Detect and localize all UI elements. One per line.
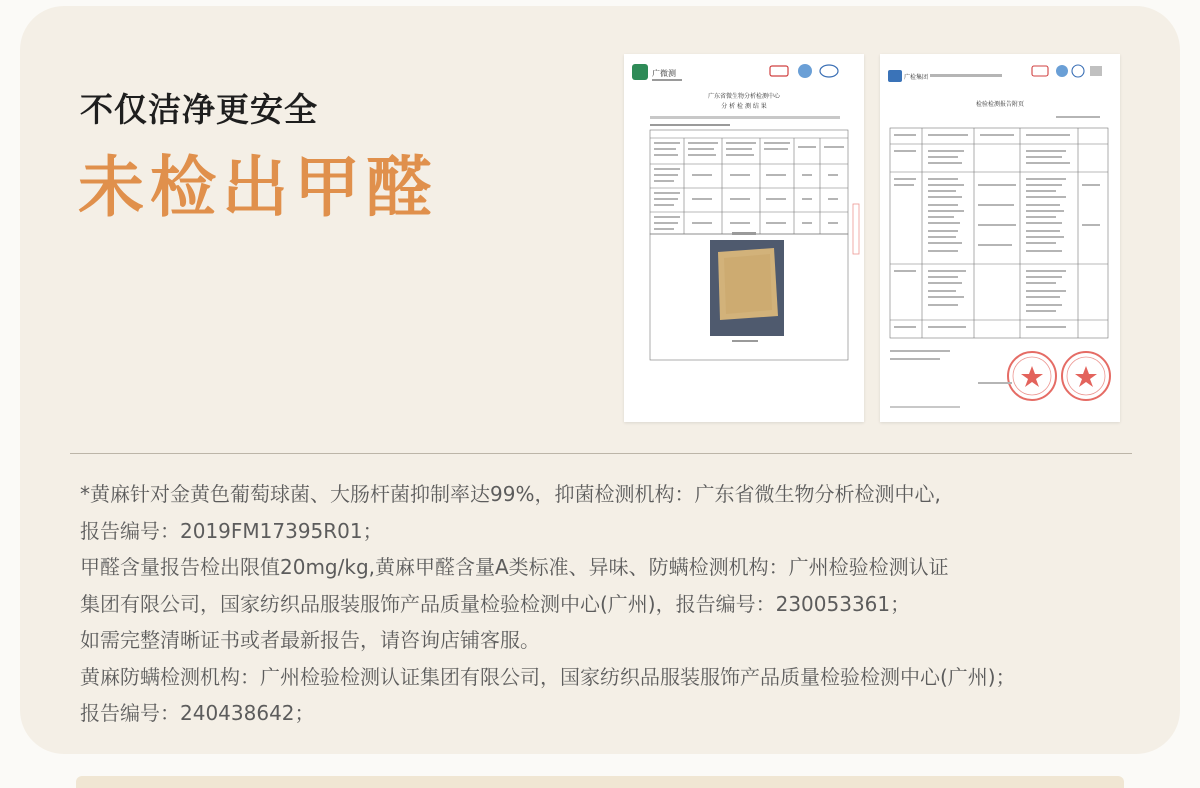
gtg-logo-icon — [888, 70, 902, 82]
doc1-subtitle: 分 析 检 测 结 果 — [721, 103, 767, 110]
ilac-seal-icon — [1056, 65, 1068, 77]
note-line: 报告编号：240438642； — [80, 701, 315, 725]
certification-notes — [80, 476, 1176, 732]
note-line: *黄麻针对金黄色葡萄球菌、大肠杆菌抑制率达99%，抑菌检测机构：广东省微生物分析检测中心, — [80, 482, 941, 506]
note-line: 黄麻防螨检测机构：广州检验检测认证集团有限公司，国家纺织品服装服饰产品质量检验检测中心(广州)； — [80, 664, 1016, 689]
section-divider — [70, 453, 1132, 454]
org-logo-icon — [632, 64, 648, 80]
doc2-title: 检验检测报告附页 — [975, 101, 1025, 108]
section-headline: 未检出甲醛 — [78, 149, 438, 226]
note-line: 甲醛含量报告检出限值20mg/kg,黄麻甲醛含量A类标准、异味、防螨检测机构：广州检验检测认证 — [80, 555, 949, 579]
antibacterial-report-image — [624, 54, 864, 422]
section-subtitle: 不仅洁净更安全 — [80, 90, 318, 129]
formaldehyde-report-image — [880, 54, 1120, 422]
next-section-edge — [76, 776, 1124, 788]
doc1-title: 广东省微生物分析检测中心 — [707, 93, 781, 100]
note-line: 集团有限公司，国家纺织品服装服饰产品质量检验检测中心(广州)，报告编号：230053361； — [80, 591, 911, 616]
cnas-seal-icon — [798, 64, 812, 78]
doc2-org: 广检集团 — [904, 74, 929, 81]
doc1-org: 广微测 — [652, 69, 676, 78]
note-line: 报告编号：2019FM17395R01； — [80, 518, 383, 543]
note-line: 如需完整清晰证书或者最新报告，请咨询店铺客服。 — [80, 628, 540, 652]
